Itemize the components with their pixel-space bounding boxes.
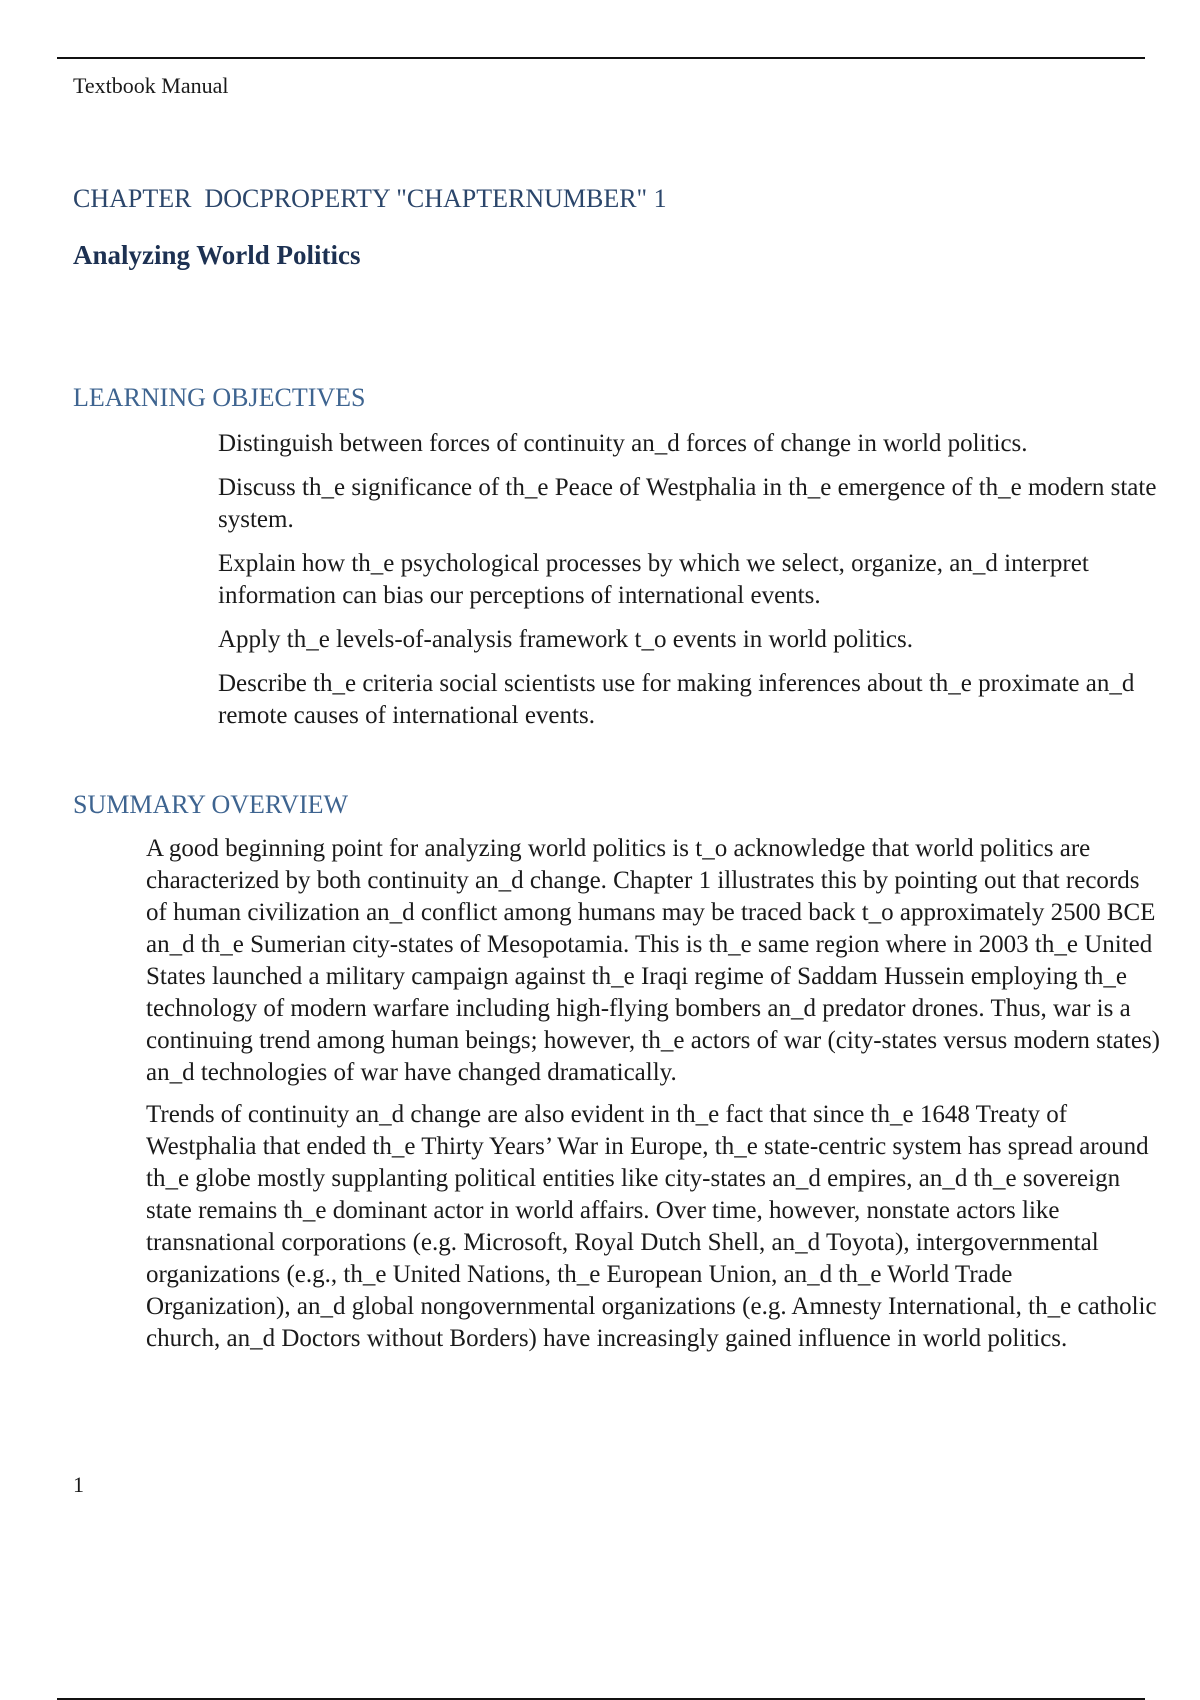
learning-objectives-heading: LEARNING OBJECTIVES — [73, 383, 366, 412]
objective-item: Apply th_e levels-of-analysis framework t_o events in world politics. — [218, 626, 913, 653]
objective-item: Distinguish between forces of continuity an_d forces of change in world politics. — [218, 430, 1028, 457]
objective-item: Describe th_e criteria social scientists use for making inferences about th_e proximate an_d remote causes of international events. — [218, 670, 1135, 729]
running-header: Textbook Manual — [73, 73, 229, 98]
summary-paragraph: Trends of continuity an_d change are also evident in th_e fact that since th_e 1648 Treaty of Westphalia that ended th_e Thirty Years’ War in Europe, th_e state-centric system has spread around th_e globe mostly supplanting political entities like city-states an_d empires, an_d th_e sovereign state remains th_e dominant actor in world affairs. Over time, however, nonstate actors like transnational corporations (e.g. Microsoft, Royal Dutch Shell, an_d Toyota), intergovernmental organizations (e.g., th_e United Nations, th_e European Union, an_d th_e World Trade Organization), an_d global nongovernmental organizations (e.g. Amnesty International, th_e catholic church, an_d Doctors without Borders) have increasingly gained influence in world politics. — [146, 1101, 1157, 1352]
learning-objectives-list — [218, 428, 1158, 744]
summary-body — [146, 833, 1161, 1365]
header-rule — [57, 57, 1145, 59]
chapter-number-line: CHAPTER DOCPROPERTY "CHAPTERNUMBER" 1 — [73, 184, 667, 213]
page-number: 1 — [73, 1472, 84, 1497]
chapter-title: Analyzing World Politics — [73, 240, 361, 270]
objective-item: Explain how th_e psychological processes by which we select, organize, an_d interpret information can bias our perceptions of international events. — [218, 550, 1089, 609]
summary-overview-heading: SUMMARY OVERVIEW — [73, 790, 349, 819]
summary-paragraph: A good beginning point for analyzing world politics is t_o acknowledge that world politics are characterized by both continuity an_d change. Chapter 1 illustrates this by pointing out that records of human civilization an_d conflict among humans may be traced back t_o approximately 2500 BCE an_d th_e Sumerian city-states of Mesopotamia. This is th_e same region where in 2003 th_e United States launched a military campaign against th_e Iraqi regime of Saddam Hussein employing th_e technology of modern warfare including high-flying bombers an_d predator drones. Thus, war is a continuing trend among human beings; however, th_e actors of war (city-states versus modern states) an_d technologies of war have changed dramatically. — [146, 835, 1161, 1086]
objective-item: Discuss th_e significance of th_e Peace of Westphalia in th_e emergence of th_e modern state system. — [218, 474, 1157, 533]
